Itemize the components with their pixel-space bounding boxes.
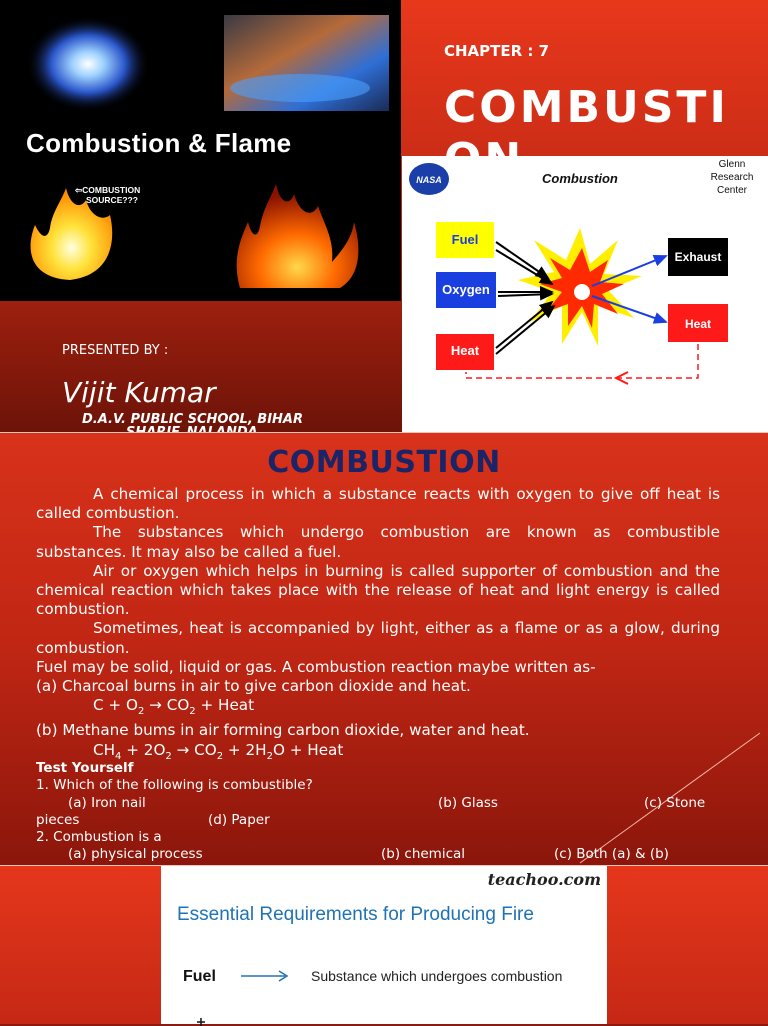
school-name: D.A.V. PUBLIC SCHOOL, BIHAR (82, 412, 303, 427)
option: (d) Paper (208, 811, 270, 828)
oxygen-label: Oxygen (442, 282, 490, 297)
slide-body (36, 485, 720, 766)
paragraph: (b) Methane bums in air forming carbon dioxide, water and heat. (36, 721, 530, 740)
option: (a) Iron nail (68, 794, 146, 811)
option: (a) physical process (68, 846, 203, 863)
test-yourself-section (36, 760, 736, 864)
chapter-label: CHAPTER : 7 (444, 42, 550, 60)
teachoo-logo: teachoo.com (487, 870, 601, 889)
paragraph: A chemical process in which a substance reacts with oxygen to give off heat is called combustion. (36, 485, 720, 523)
paragraph: Air or oxygen which helps in burning is called supporter of combustion and the chemical reaction which takes place with the release of heat and light energy is called combustion. (36, 561, 720, 619)
svg-text:Glenn: Glenn (718, 159, 746, 170)
author-name: Vijit Kumar (62, 376, 216, 409)
option: (c) Stone (644, 794, 706, 811)
paragraph: (a) Charcoal burns in air to give carbon dioxide and heat. (36, 677, 471, 696)
heat-output-label: Heat (684, 317, 712, 331)
option: (b) chemical (381, 846, 466, 863)
blue-flame-icon (26, 16, 150, 112)
exhaust-label: Exhaust (674, 250, 722, 264)
option: (b) Glass (438, 794, 498, 811)
slide-main-title: COMBUSTI (444, 82, 729, 133)
fire-requirements-heading: Essential Requirements for Producing Fire (177, 904, 534, 925)
plus-icon (195, 1016, 207, 1026)
flame-title: Combustion & Flame (26, 128, 292, 158)
option-continued: pieces (36, 811, 80, 828)
paragraph: The substances which undergo combustion are known as combustible substances. It may also be called a fuel. (36, 523, 720, 561)
combustion-source-label-2: SOURCE??? (86, 195, 138, 205)
fuel-definition: Substance which undergoes combustion (311, 968, 563, 984)
paragraph: Sometimes, heat is accompanied by light, either as a flame or as a glow, during combustion. (36, 619, 720, 657)
svg-text:Center: Center (716, 185, 748, 196)
fire-icon (237, 184, 359, 288)
arrow-right-icon (239, 966, 293, 986)
question-2: 2. Combustion is a (36, 829, 162, 846)
presented-by-label: PRESENTED BY : (62, 343, 169, 358)
slide-combustion-text (0, 433, 768, 865)
option: (c) Both (a) & (b) (554, 846, 669, 863)
slide-title (0, 0, 768, 432)
heat-input-label: Heat (450, 343, 480, 358)
svg-text:Research: Research (710, 172, 754, 183)
question-1-options (36, 795, 736, 812)
fuel-label: Fuel (451, 232, 479, 247)
equation-methane: $CH_4 + 2O_2 \to CO_2 + 2H_2O$ + Heat (93, 740, 344, 762)
question-2-options (36, 846, 736, 863)
slide-fire-requirements (0, 866, 768, 1024)
paragraph: Fuel may be solid, liquid or gas. A combustion reaction maybe written as- (36, 657, 596, 676)
fuel-term: Fuel (183, 968, 216, 985)
equation-charcoal: $C + O_2 \to CO_2$ + Heat (93, 696, 255, 718)
combustion-source-label: ⇦COMBUSTION (75, 185, 141, 195)
question-1-options-2 (36, 812, 736, 829)
diagram-heading: Combustion (542, 171, 618, 186)
test-title: Test Yourself (36, 760, 134, 776)
combustion-flame-image (0, 0, 401, 301)
slide-heading: COMBUSTION (267, 445, 501, 480)
nasa-combustion-diagram (402, 156, 768, 432)
teachoo-image (161, 866, 607, 1024)
combustion-diagram (402, 156, 768, 432)
question-1: 1. Which of the following is combustible? (36, 777, 313, 794)
svg-text:NASA: NASA (416, 175, 442, 185)
